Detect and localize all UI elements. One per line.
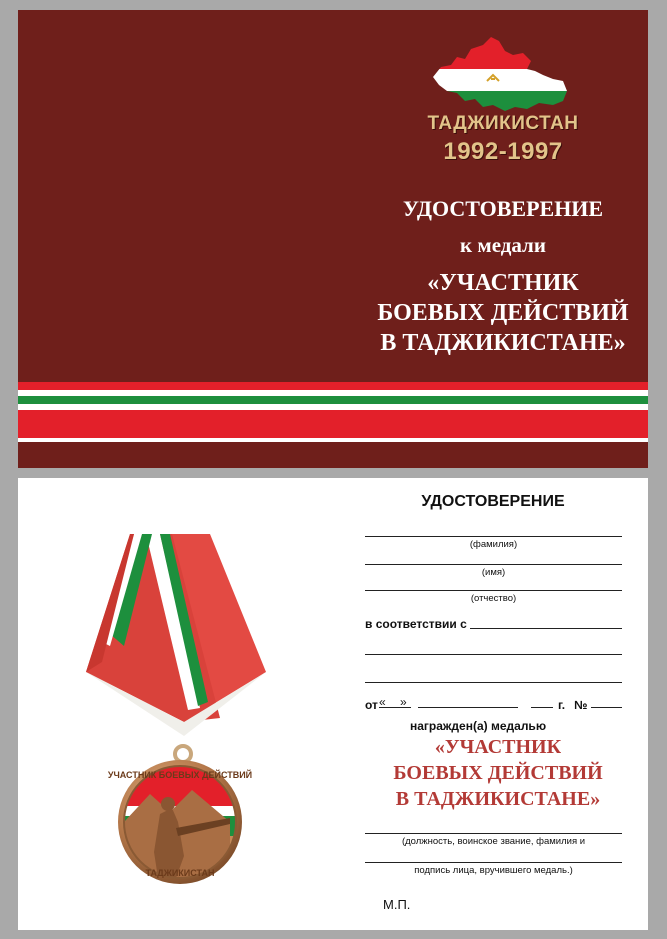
accordance-line [470, 628, 622, 629]
quote-open: « [379, 695, 386, 709]
patronymic-caption: (отчество) [470, 593, 517, 604]
stamp-label: М.П. [383, 897, 411, 912]
awarded-label: награжден(а) медалью [410, 719, 547, 733]
cover-subtitle: к медали [460, 233, 546, 257]
blank-line [365, 682, 622, 683]
surname-line [365, 536, 622, 537]
cover-medal-name [348, 268, 658, 358]
inner-medal-line: БОЕВЫХ ДЕЙСТВИЙ [393, 762, 603, 784]
signer-caption: (должность, воинское звание, фамилия и [401, 836, 586, 847]
name-line [365, 564, 622, 565]
number-label: № [574, 698, 588, 712]
inner-title: УДОСТОВЕРЕНИЕ [421, 493, 565, 510]
surname-caption: (фамилия) [469, 539, 518, 550]
blank-line [365, 654, 622, 655]
cover-title: УДОСТОВЕРЕНИЕ [402, 196, 604, 221]
cover-medal-line: БОЕВЫХ ДЕЙСТВИЙ [377, 300, 629, 326]
tajikistan-flag-map-icon [431, 35, 569, 113]
accordance-label: в соответствии с [365, 617, 467, 631]
certificate-cover [18, 10, 648, 468]
inner-medal-line: В ТАДЖИКИСТАНЕ» [395, 788, 601, 810]
signer-line [365, 833, 622, 834]
month-line [418, 707, 518, 708]
certificate-inner-page [18, 478, 648, 930]
medal-image [80, 522, 270, 922]
signer-line [365, 862, 622, 863]
name-caption: (имя) [481, 567, 506, 578]
cover-medal-line: «УЧАСТНИК [427, 270, 579, 296]
cover-years: 1992-1997 [443, 138, 563, 165]
quote-close: » [400, 695, 407, 709]
year-label: г. [558, 698, 566, 712]
flag-stripes [18, 382, 648, 442]
cover-country: ТАДЖИКИСТАН [427, 113, 579, 134]
cover-medal-line: В ТАДЖИКИСТАНЕ» [380, 330, 626, 356]
medal-country: ТАДЖИКИСТАН [145, 868, 215, 878]
patronymic-line [365, 590, 622, 591]
number-line [591, 707, 622, 708]
day-line [379, 707, 411, 708]
from-label: от [365, 698, 378, 712]
signer-caption: подпись лица, вручившего медаль.) [414, 865, 573, 876]
inner-medal-line: «УЧАСТНИК [434, 736, 562, 758]
year-line [531, 707, 553, 708]
medal-inscription: УЧАСТНИК БОЕВЫХ ДЕЙСТВИЙ [107, 770, 253, 780]
